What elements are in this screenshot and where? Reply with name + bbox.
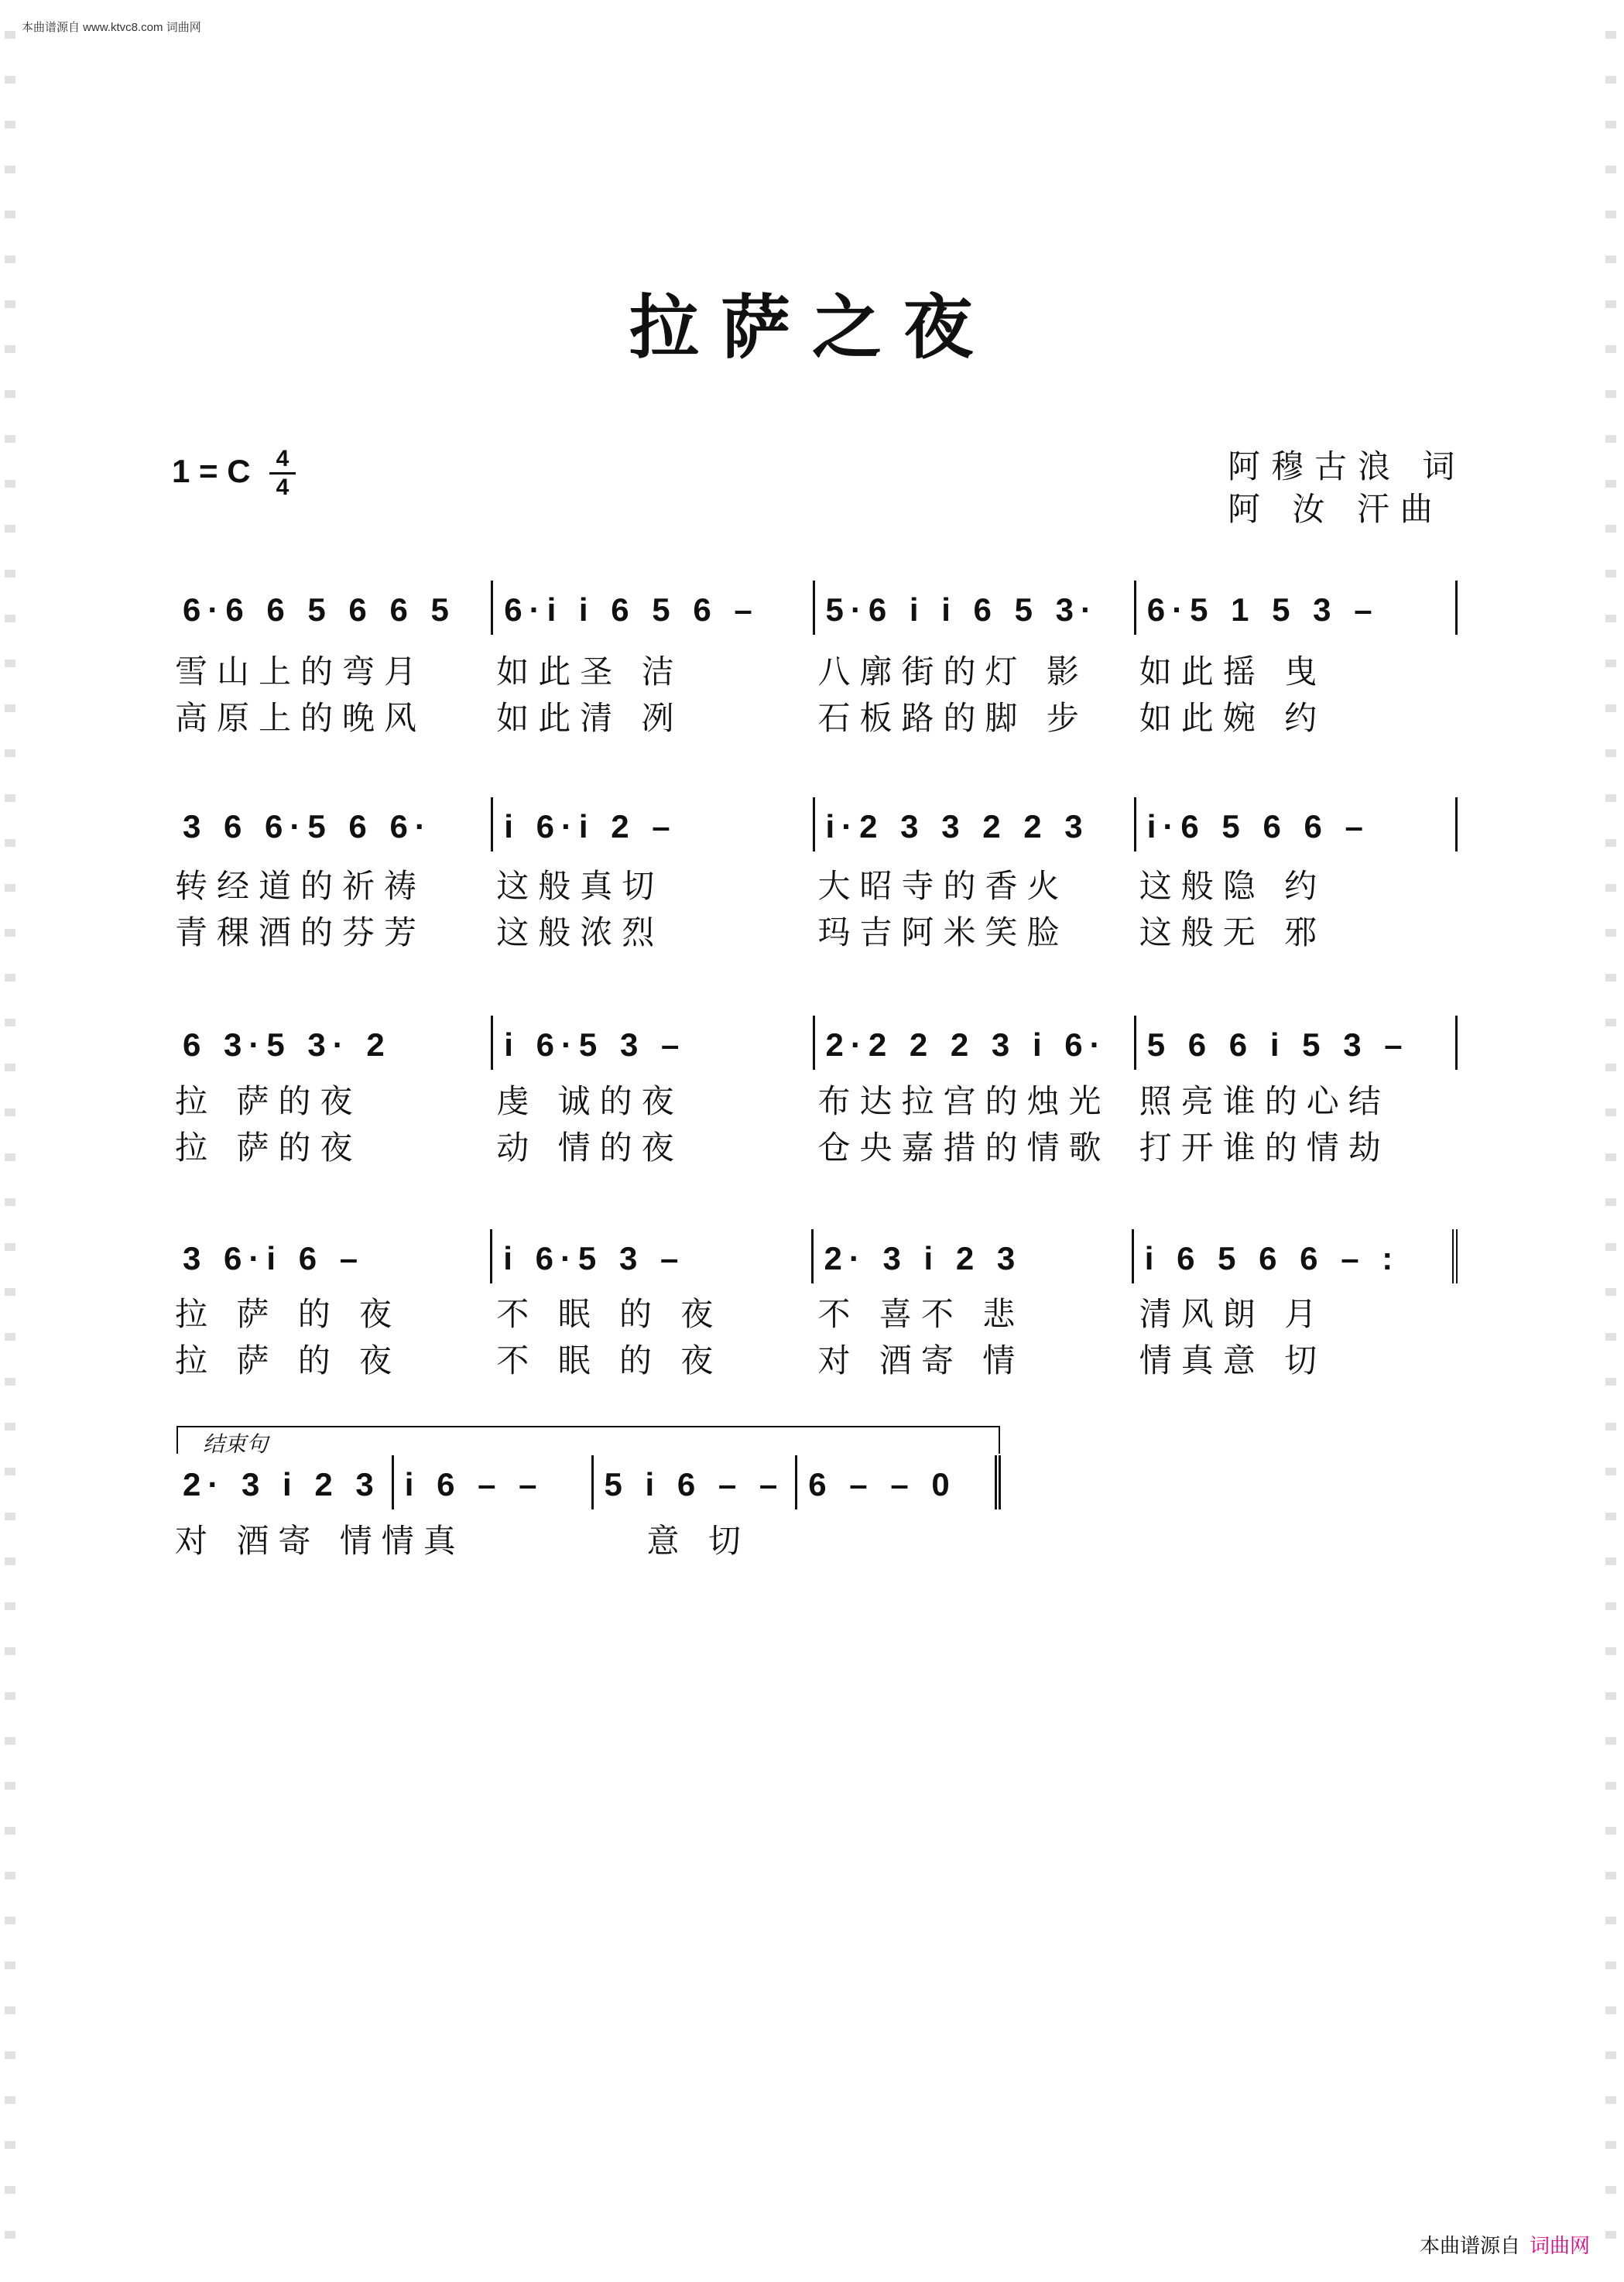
lyric-segment: 布达拉宫的烛光 — [817, 1082, 1111, 1120]
lyric-segment: 石板路的脚 步 — [817, 699, 1088, 737]
notation-line — [172, 1016, 1458, 1070]
lyric-line-1-verse-1 — [172, 646, 1458, 693]
lyric-segment: 转经道的祈祷 — [175, 867, 427, 905]
measure: 3 6·i 6 – — [172, 1229, 492, 1283]
lyric-segment: 如此清 冽 — [496, 699, 684, 737]
measure: 6·6 6 5 6 6 5 — [172, 581, 493, 635]
lyric-segment: 虔 诚的夜 — [496, 1082, 684, 1120]
measure: i·6 5 6 6 – — [1136, 797, 1458, 851]
time-signature-bottom: 4 — [276, 475, 290, 500]
measure: 3 6 6·5 6 6· — [172, 797, 493, 851]
lyric-line-1-verse-2 — [172, 693, 1458, 739]
ending-bracket — [176, 1426, 1000, 1454]
header-source-note: 本曲谱源自 www.ktvc8.com 词曲网 — [22, 21, 201, 34]
measure: i 6·i 2 – — [493, 797, 814, 851]
lyric-segment: 这般隐 约 — [1139, 867, 1327, 905]
time-signature-top: 4 — [276, 446, 290, 471]
footer-brand-link[interactable]: 词曲网 — [1529, 2234, 1590, 2257]
notation-line — [172, 1229, 1458, 1283]
ending-label: 结束句 — [203, 1432, 269, 1456]
measure: 6·5 1 5 3 – — [1136, 581, 1458, 635]
footer-text: 本曲谱源自 — [1419, 2234, 1520, 2257]
notation-line — [172, 581, 1458, 635]
measure: 5·6 i i 6 5 3· — [815, 581, 1136, 635]
lyric-segment: 情真意 切 — [1139, 1341, 1327, 1379]
measure: 6 3·5 3· 2 — [172, 1016, 493, 1070]
lyric-segment: 青稞酒的芬芳 — [175, 913, 427, 951]
lyric-segment: 如此婉 约 — [1139, 699, 1327, 737]
measure-final: 6 – – 0 — [797, 1455, 1001, 1509]
lyric-segment: 如此摇 曳 — [1139, 653, 1327, 690]
lyric-segment: 意 切 — [646, 1522, 750, 1560]
measure: 6·i i 6 5 6 – — [493, 581, 814, 635]
lyric-segment: 雪山上的弯月 — [175, 653, 427, 690]
notation-line — [172, 797, 1458, 851]
lyric-segment: 拉 萨的夜 — [175, 1129, 362, 1167]
measure: 5 6 6 i 5 3 – — [1136, 1016, 1458, 1070]
lyric-segment: 这般浓烈 — [496, 913, 664, 951]
composer-credit: 阿 汝 汗曲 — [1228, 490, 1444, 528]
footer-source — [1420, 2230, 1590, 2259]
lyric-segment: 这般真切 — [496, 867, 664, 905]
time-signature — [269, 447, 296, 499]
lyric-segment: 拉 萨 的 夜 — [175, 1295, 402, 1333]
measure: i 6·5 3 – — [493, 1016, 814, 1070]
lyric-segment: 动 情的夜 — [496, 1129, 684, 1167]
notation-line — [172, 1455, 1001, 1509]
measure: i 6 – – — [394, 1455, 594, 1509]
measure-repeat-end: i 6 5 6 6 – : — [1134, 1229, 1458, 1283]
lyric-segment: 不 喜不 悲 — [817, 1295, 1025, 1333]
lyric-segment: 对 酒寄 情情真 — [175, 1522, 465, 1560]
lyric-line-2-verse-2 — [172, 907, 1458, 954]
measure: 5 i 6 – – — [594, 1455, 798, 1509]
lyric-segment: 玛吉阿米笑脸 — [817, 913, 1069, 951]
lyric-segment: 高原上的晚风 — [175, 699, 427, 737]
lyric-segment: 拉 萨的夜 — [175, 1082, 362, 1120]
lyric-line-ending — [172, 1516, 1001, 1562]
key-signature: 1 = C — [172, 453, 251, 489]
lyric-segment: 拉 萨 的 夜 — [175, 1341, 402, 1379]
lyric-line-2-verse-1 — [172, 861, 1458, 907]
lyric-line-4-verse-1 — [172, 1289, 1458, 1335]
lyric-segment — [465, 1516, 644, 1562]
lyric-segment: 照亮谁的心结 — [1139, 1082, 1390, 1120]
lyric-line-3-verse-1 — [172, 1076, 1458, 1122]
lyric-segment: 不 眠 的 夜 — [496, 1295, 723, 1333]
lyric-line-3-verse-2 — [172, 1122, 1458, 1169]
lyric-segment: 大昭寺的香火 — [817, 867, 1069, 905]
measure: 2· 3 i 2 3 — [172, 1455, 394, 1509]
lyric-segment: 不 眠 的 夜 — [496, 1341, 723, 1379]
lyricist-credit: 阿穆古浪 词 — [1228, 447, 1466, 485]
measure: i·2 3 3 2 2 3 — [815, 797, 1136, 851]
lyric-segment: 这般无 邪 — [1139, 913, 1327, 951]
measure: 2·2 2 2 3 i 6· — [815, 1016, 1136, 1070]
lyric-segment — [822, 1516, 1001, 1562]
measure: 2· 3 i 2 3 — [814, 1229, 1134, 1283]
lyric-segment: 如此圣 洁 — [496, 653, 684, 690]
lyric-line-4-verse-2 — [172, 1335, 1458, 1382]
lyric-segment: 对 酒寄 情 — [817, 1341, 1025, 1379]
measure: i 6·5 3 – — [492, 1229, 813, 1283]
lyric-segment: 打开谁的情劫 — [1139, 1129, 1390, 1167]
lyric-segment: 清风朗 月 — [1139, 1295, 1327, 1333]
lyric-segment: 仓央嘉措的情歌 — [817, 1129, 1111, 1167]
song-title: 拉萨之夜 — [629, 286, 995, 368]
lyric-segment: 八廓街的灯 影 — [817, 653, 1088, 690]
